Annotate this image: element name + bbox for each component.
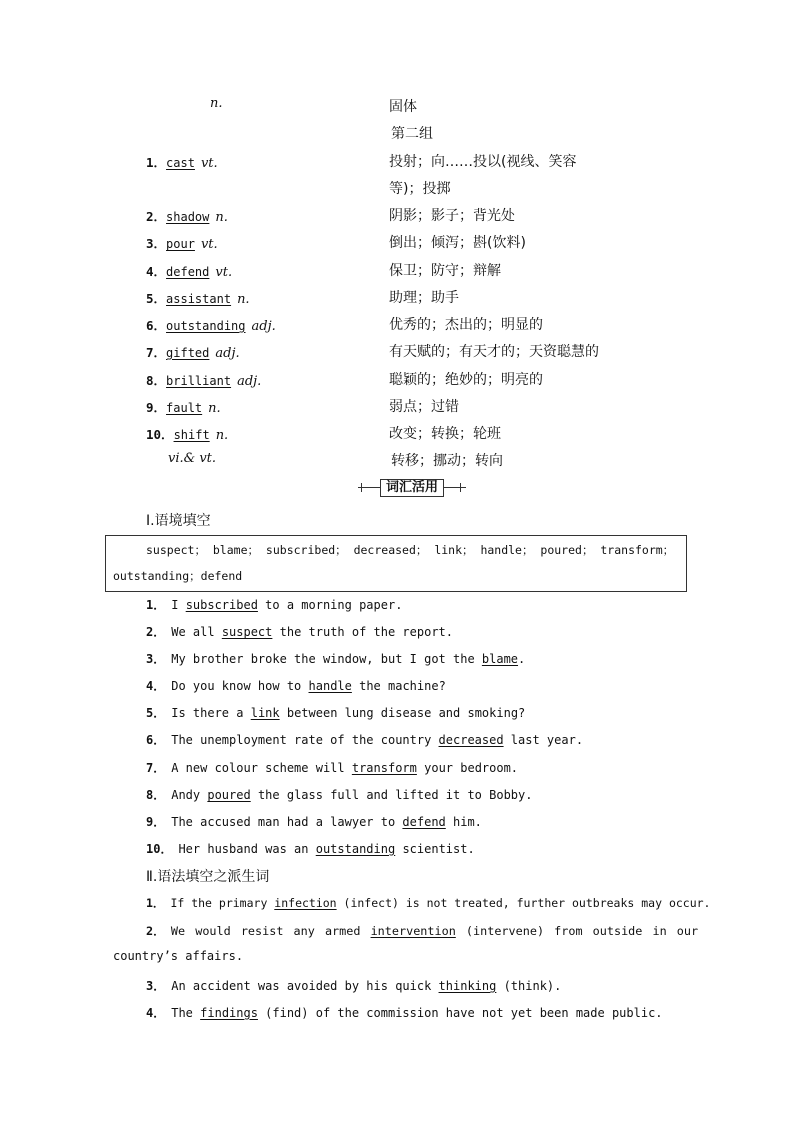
vocab-meaning: 弱点；过错 — [389, 399, 459, 415]
vocab-number: 4． — [146, 264, 167, 279]
sentence-text: The accused man had a lawyer to — [171, 815, 403, 829]
vocab-word: outstanding — [166, 319, 246, 333]
answer-word: outstanding — [315, 842, 396, 856]
item-number: 1． — [146, 896, 165, 910]
vocab-word: shadow — [166, 210, 210, 224]
item-number: 4． — [146, 1006, 166, 1020]
vocab-meaning: 助理；助手 — [389, 290, 459, 306]
sentence-item — [146, 1004, 663, 1021]
sentence-text: I — [171, 598, 186, 612]
vocab-row — [146, 315, 276, 334]
item-number: 7． — [146, 761, 166, 775]
sentence-text: the glass full and lifted it to Bobby. — [250, 788, 533, 802]
sentence-text: between lung disease and smoking? — [279, 706, 526, 720]
item-number: 4． — [146, 679, 166, 693]
sentence-item — [146, 759, 518, 776]
answer-word: blame — [481, 652, 519, 666]
banner-rule-right — [444, 487, 466, 488]
sentence-text: An accident was avoided by his quick — [171, 979, 439, 993]
top-row-pos: n. — [210, 96, 223, 111]
sentence-text: The — [171, 1006, 201, 1020]
vocab-row — [146, 397, 221, 416]
sentence-item — [146, 813, 482, 830]
vocab-number: 2． — [146, 209, 167, 224]
vocab-row — [146, 370, 261, 389]
vocab-row — [146, 424, 228, 443]
item-number: 5． — [146, 706, 166, 720]
sentence-text: We would resist any armed — [170, 924, 371, 938]
sentence-text: (think). — [496, 979, 562, 993]
vocab-word: brilliant — [166, 374, 232, 388]
vocab-pos: n. — [215, 210, 228, 225]
sentence-text: Is there a — [171, 706, 251, 720]
sentence-text: him. — [445, 815, 482, 829]
vocab-number: 8． — [146, 373, 167, 388]
sentence-item — [146, 977, 561, 994]
vocab-pos: adj. — [237, 374, 262, 389]
banner-tick-left — [361, 483, 362, 492]
word-bank-line: outstanding；defend — [113, 569, 243, 583]
sentence-text: If the primary — [170, 896, 275, 910]
item-number: 1． — [146, 598, 166, 612]
vocab-number: 5． — [146, 291, 167, 306]
sentence-text: the truth of the report. — [272, 625, 454, 639]
vocab-extra-pos: vi.& vt. — [168, 451, 217, 466]
vocab-meaning: 改变；转换；轮班 — [389, 426, 501, 442]
vocab-number: 1． — [146, 155, 167, 170]
sentence-continuation: country’s affairs. — [113, 949, 244, 963]
sentence-text: (find) of the commission have not yet been made public. — [257, 1006, 663, 1020]
section-1-title: Ⅰ.语境填空 — [146, 513, 211, 529]
sentence-item — [146, 704, 525, 721]
vocab-word: pour — [166, 237, 195, 251]
item-number: 2． — [146, 625, 166, 639]
section-banner — [358, 479, 464, 496]
vocab-word: assistant — [166, 292, 232, 306]
vocab-word: fault — [166, 401, 203, 415]
sentence-text: Do you know how to — [171, 679, 309, 693]
answer-word: poured — [207, 788, 251, 802]
answer-word: decreased — [438, 733, 504, 747]
vocab-pos: vt. — [215, 265, 233, 280]
banner-label: 词汇活用 — [380, 479, 444, 497]
sentence-text: A new colour scheme will — [171, 761, 352, 775]
sentence-text: Andy — [171, 788, 208, 802]
answer-word: suspect — [221, 625, 273, 639]
item-number: 6． — [146, 733, 166, 747]
sentence-item — [146, 677, 446, 694]
vocab-pos: vt. — [200, 237, 218, 252]
item-number: 3． — [146, 979, 166, 993]
vocab-meaning: 投射；向……投以(视线、笑容 — [389, 154, 577, 170]
sentence-item — [146, 895, 710, 911]
vocab-row — [146, 261, 232, 280]
vocab-meaning-continued: 等)；投掷 — [389, 181, 451, 197]
vocab-meaning: 有天赋的；有天才的；天资聪慧的 — [389, 344, 599, 360]
sentence-text: scientist. — [395, 842, 475, 856]
answer-word: link — [250, 706, 280, 720]
answer-word: infection — [274, 896, 337, 910]
item-number: 8． — [146, 788, 166, 802]
vocab-extra-meaning: 转移；挪动；转向 — [391, 453, 503, 469]
vocab-meaning: 优秀的；杰出的；明显的 — [389, 317, 543, 333]
vocab-word: defend — [166, 265, 210, 279]
sentence-text: . — [518, 652, 526, 666]
sentence-item — [146, 786, 532, 803]
vocab-meaning: 阴影；影子；背光处 — [389, 208, 515, 224]
answer-word: transform — [351, 761, 417, 775]
sentence-text: We all — [171, 625, 222, 639]
sentence-text: My brother broke the window, but I got the — [171, 652, 482, 666]
vocab-row — [146, 233, 218, 252]
vocab-number: 6． — [146, 318, 167, 333]
sentence-text: your bedroom. — [416, 761, 519, 775]
vocab-meaning: 保卫；防守；辩解 — [389, 263, 501, 279]
vocab-number: 7． — [146, 345, 167, 360]
group-title: 第二组 — [391, 126, 433, 142]
sentence-item — [146, 596, 402, 613]
vocab-meaning: 聪颖的；绝妙的；明亮的 — [389, 372, 543, 388]
item-number: 10． — [146, 842, 173, 856]
top-row-meaning: 固体 — [389, 99, 417, 115]
answer-word: subscribed — [185, 598, 258, 612]
answer-word: intervention — [370, 924, 456, 938]
vocab-number: 3． — [146, 236, 167, 251]
vocab-pos: n. — [237, 292, 250, 307]
sentence-text: The unemployment rate of the country — [171, 733, 439, 747]
sentence-item — [146, 840, 475, 857]
vocab-pos: n. — [208, 401, 221, 416]
vocab-pos: vt. — [200, 156, 218, 171]
sentence-item — [146, 650, 525, 667]
vocab-row — [146, 206, 228, 225]
sentence-text: last year. — [503, 733, 584, 747]
item-number: 2． — [146, 924, 165, 938]
sentence-item — [146, 623, 453, 640]
sentence-text: (infect) is not treated, further outbreaks may occur. — [336, 896, 711, 910]
answer-word: handle — [308, 679, 352, 693]
vocab-pos: n. — [215, 428, 229, 443]
word-bank-box — [105, 535, 687, 592]
vocab-number: 10． — [146, 427, 174, 442]
sentence-text: the machine? — [351, 679, 446, 693]
sentence-text: to a morning paper. — [257, 598, 403, 612]
vocab-pos: adj. — [215, 346, 240, 361]
vocab-word: gifted — [166, 346, 210, 360]
answer-word: findings — [200, 1006, 258, 1020]
vocab-row — [146, 152, 218, 171]
vocab-row — [146, 288, 250, 307]
sentence-text: (intervene) from outside in our — [455, 924, 699, 938]
word-bank-line: suspect； blame； subscribed； decreased； link； handle； poured； transform； — [146, 543, 675, 557]
vocab-number: 9． — [146, 400, 167, 415]
vocab-word: cast — [166, 156, 195, 170]
banner-tick-right — [460, 483, 461, 492]
sentence-item — [146, 731, 583, 748]
vocab-meaning: 倒出；倾泻；斟(饮料) — [389, 235, 526, 251]
vocab-pos: adj. — [251, 319, 276, 334]
section-2-title: Ⅱ.语法填空之派生词 — [146, 869, 270, 885]
sentence-text: Her husband was an — [178, 842, 316, 856]
vocab-row — [146, 342, 240, 361]
answer-word: defend — [402, 815, 446, 829]
item-number: 3． — [146, 652, 166, 666]
sentence-item — [146, 922, 698, 939]
answer-word: thinking — [438, 979, 497, 993]
vocab-word: shift — [173, 428, 210, 442]
item-number: 9． — [146, 815, 166, 829]
